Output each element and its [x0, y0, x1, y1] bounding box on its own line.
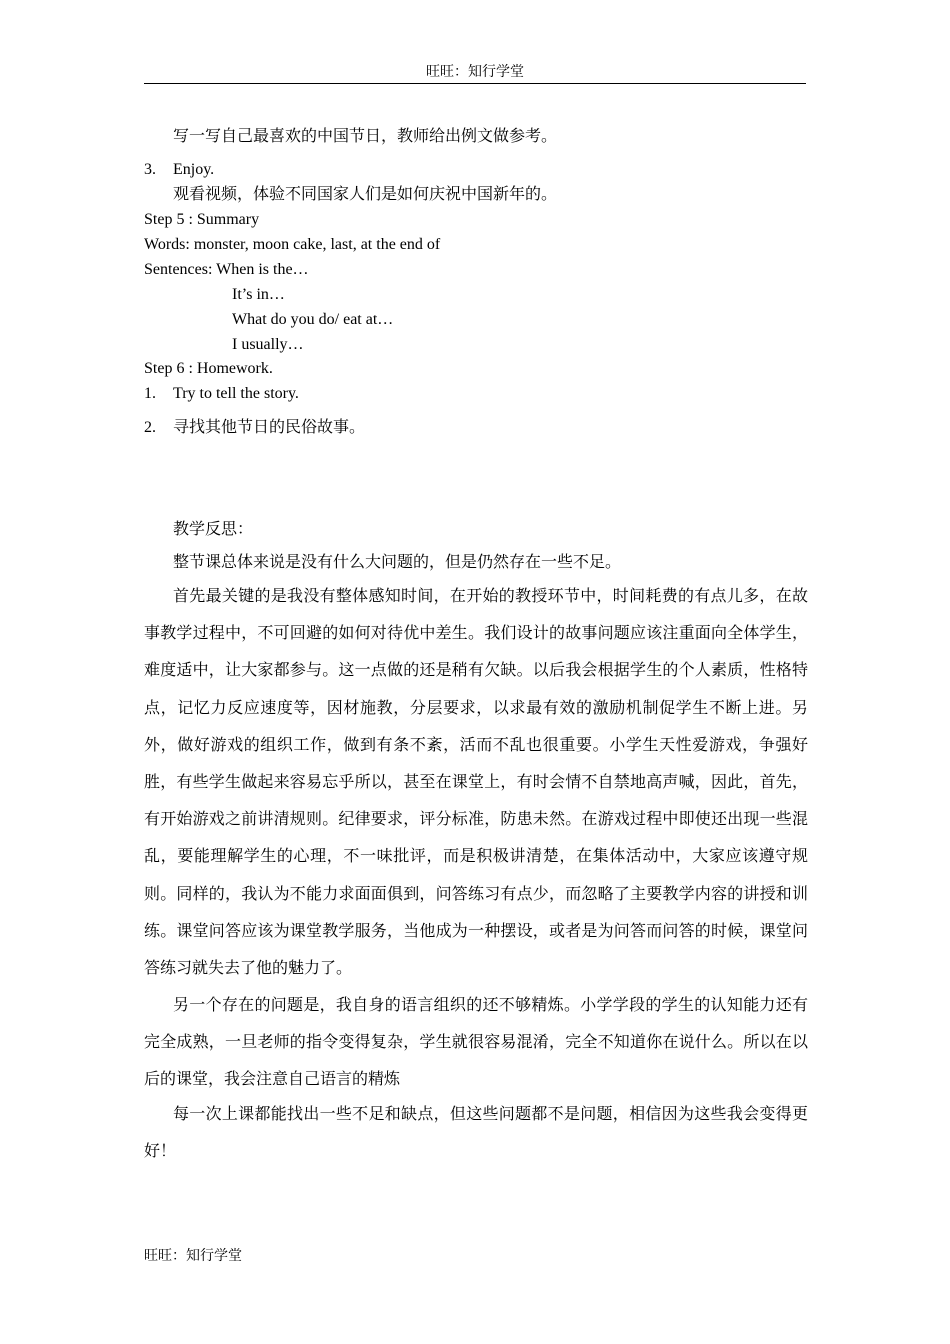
homework-item-2 — [144, 417, 365, 439]
enjoy-number: 3. — [144, 161, 156, 178]
homework-text: Try to tell the story. — [173, 385, 299, 402]
homework-number: 1. — [144, 385, 156, 402]
page-header: 旺旺：知行学堂 — [426, 65, 524, 80]
reflection-paragraph-3: 另一个存在的问题是，我自身的语言组织的还不够精炼。小学学段的学生的认知能力还有完全成熟，一旦老师的指令变得复杂，学生就很容易混淆，完全不知道你在说什么。所以在以后的课堂，我会注意自己语言的精炼 — [144, 997, 808, 1089]
words-line: Words: monster, moon cake, last, at the end of — [144, 236, 441, 253]
reflection-paragraph-1: 整节课总体来说是没有什么大问题的，但是仍然存在一些不足。 — [173, 554, 622, 571]
intro-line: 写一写自己最喜欢的中国节日，教师给出例文做参考。 — [173, 128, 558, 145]
step6-heading: Step 6 : Homework. — [144, 360, 273, 377]
enjoy-description: 观看视频，体验不同国家人们是如何庆祝中国新年的。 — [173, 186, 558, 203]
enjoy-label: Enjoy. — [173, 161, 215, 178]
reflection-title: 教学反思： — [173, 521, 254, 538]
reflection-paragraph-4: 每一次上课都能找出一些不足和缺点，但这些问题都不是问题，相信因为这些我会变得更好！ — [144, 1106, 808, 1161]
sentences-line: Sentences: When is the… — [144, 261, 309, 278]
sentence-item: What do you do/ eat at… — [232, 311, 394, 328]
enjoy-item — [144, 159, 214, 181]
homework-number: 2. — [144, 419, 156, 436]
page-footer: 旺旺：知行学堂 — [144, 1249, 242, 1264]
reflection-paragraph-2: 首先最关键的是我没有整体感知时间，在开始的教授环节中，时间耗费的有点儿多，在故事教学过程中，不可回避的如何对待优中差生。我们设计的故事问题应该注重面向全体学生，难度适中，让大家都参与。这一点做的还是稍有欠缺。以后我会根据学生的个人素质，性格特点，记忆力反应速度等，因材施教，分层要求，以求最有效的激励机制促学生不断上进。另外，做好游戏的组织工作，做到有条不紊，活而不乱也很重要。小学生天性爱游戏，争强好胜，有些学生做起来容易忘乎所以，甚至在课堂上，有时会情不自禁地高声喊，因此，首先，有开始游戏之前讲清规则。纪律要求，评分标准，防患未然。在游戏过程中即使还出现一些混乱，要能理解学生的心理，不一味批评，而是积极讲清楚，在集体活动中，大家应该遵守规则。同样的，我认为不能力求面面俱到，问答练习有点少，而忽略了主要教学内容的讲授和训练。课堂问答应该为课堂教学服务，当他成为一种摆设，或者是为问答而问答的时候，课堂问答练习就失去了他的魅力了。 — [144, 588, 808, 978]
step5-heading: Step 5 : Summary — [144, 211, 260, 228]
header-rule — [144, 83, 806, 84]
sentence-item: I usually… — [232, 336, 304, 353]
homework-text: 寻找其他节日的民俗故事。 — [173, 419, 366, 436]
homework-item-1 — [144, 383, 299, 405]
sentence-item: It’s in… — [232, 286, 285, 303]
